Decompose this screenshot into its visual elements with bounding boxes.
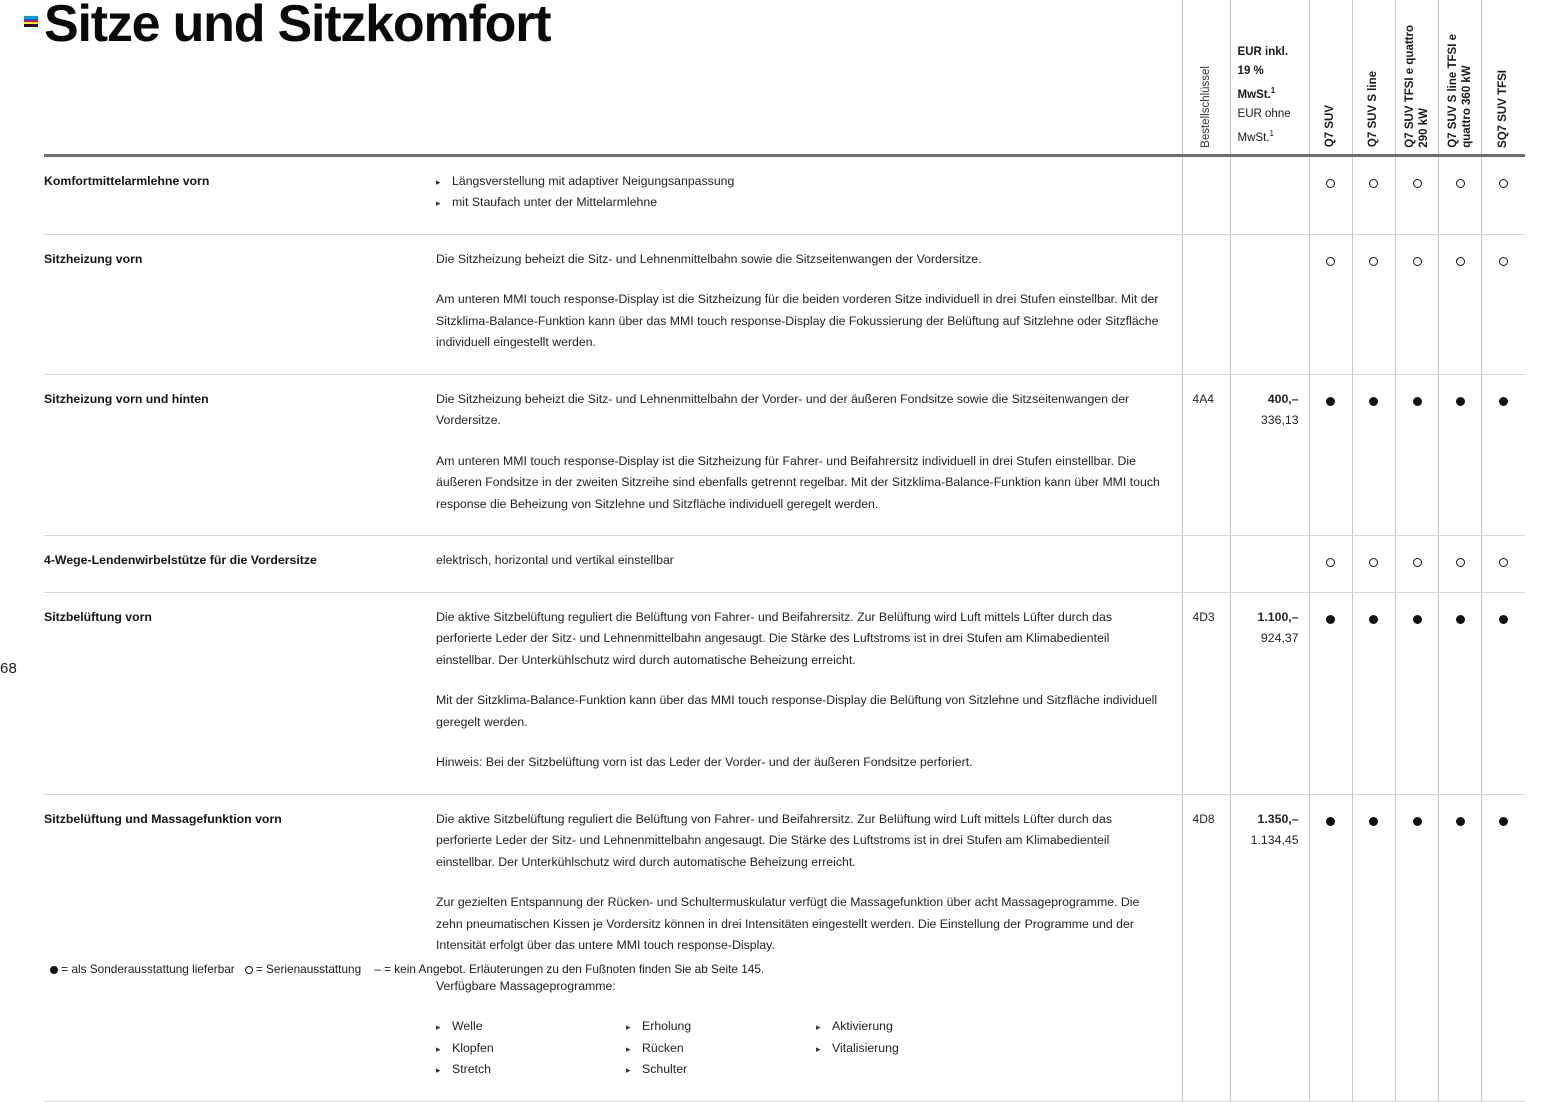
- header-model-label-line1: Q7 SUV S line TFSI e: [1446, 33, 1459, 148]
- legend-open-icon: [245, 966, 253, 974]
- header-model-label-line1: Q7 SUV TFSI e quattro: [1403, 24, 1416, 148]
- row-description: [436, 234, 1182, 374]
- availability-cell: [1439, 234, 1482, 374]
- table-row: [44, 592, 1525, 794]
- availability-cell: [1309, 155, 1352, 234]
- standard-equipment-icon: [1326, 257, 1335, 266]
- header-price-gross-footnote: 1: [1270, 85, 1276, 95]
- massage-programs-columns: [436, 1016, 1166, 1081]
- availability-cell: [1309, 374, 1352, 536]
- description-bullet: ▸ Längsverstellung mit adaptiver Neigungsanpassung: [436, 171, 1166, 193]
- header-price-gross-line2: 19 % MwSt.: [1237, 64, 1271, 101]
- header-model-q7-suv-s-line: [1352, 0, 1395, 155]
- header-order-key-label: Bestellschlüssel: [1199, 65, 1212, 148]
- availability-cell: [1352, 234, 1395, 374]
- row-name: Sitzbelüftung vorn: [44, 592, 436, 794]
- availability-cell: [1439, 536, 1482, 593]
- availability-cell: [1309, 794, 1352, 1101]
- description-paragraph: Die aktive Sitzbelüftung reguliert die Belüftung von Fahrer- und Beifahrersitz. Zur Belüftung wird Luft mittels Lüfter durch das perforierte Leder der Sitz- und Lehnenmittelbahn angesaugt. Die Stärke des Luftstroms ist in drei Stufen am Klimabedienteil einstellbar. Der Unterkühlschutz wird durch automatische Beheizung erreicht.: [436, 811, 1113, 869]
- row-description: [436, 794, 1182, 1101]
- row-price: [1230, 536, 1309, 593]
- row-name: Sitzbelüftung und Massagefunktion vorn: [44, 794, 436, 1101]
- legend-filled-icon: [50, 966, 58, 974]
- availability-cell: [1395, 794, 1438, 1101]
- standard-equipment-icon: [1456, 558, 1465, 567]
- standard-equipment-icon: [1456, 257, 1465, 266]
- header-model-label: Q7 SUV: [1324, 105, 1337, 148]
- header-order-key: [1182, 0, 1230, 155]
- header-model-sq7-suv-tfsi: [1482, 0, 1525, 155]
- standard-equipment-icon: [1413, 179, 1422, 188]
- header-model-q7-suv: [1309, 0, 1352, 155]
- table-header: [44, 0, 1525, 155]
- description-paragraph: Zur gezielten Entspannung der Rücken- und Schultermuskulatur verfügt die Massagefunktion über acht Massageprogramme. Die zehn pneumatischen Kissen je Vordersitz können in drei Intensitäten eingestellt werden. Die Einstellung der Programme und der Intensität erfolgt über das untere MMI touch response-Display.: [436, 895, 1140, 952]
- optional-equipment-icon: [1499, 817, 1508, 826]
- table-row: [44, 374, 1525, 536]
- massage-program-item: ▸ Welle: [436, 1016, 626, 1038]
- specification-sheet: [44, 0, 1525, 1102]
- row-price: [1230, 374, 1309, 536]
- header-blank-desc: [436, 0, 1182, 155]
- standard-equipment-icon: [1456, 179, 1465, 188]
- availability-cell: [1439, 155, 1482, 234]
- header-price-gross-line1: EUR inkl.: [1237, 45, 1289, 58]
- row-price-net: 1.134,45: [1250, 833, 1299, 847]
- description-bullet: ▸ mit Staufach unter der Mittelarmlehne: [436, 192, 1166, 214]
- availability-cell: [1439, 592, 1482, 794]
- header-model-label-line2: quattro 360 kW: [1460, 65, 1473, 148]
- availability-cell: [1482, 234, 1525, 374]
- description-paragraph: Die aktive Sitzbelüftung reguliert die Belüftung von Fahrer- und Beifahrersitz. Zur Belüftung wird Luft mittels Lüfter durch das perforierte Leder der Sitz- und Lehnenmittelbahn angesaugt. Die Stärke des Luftstroms ist in drei Stufen am Klimabedienteil einstellbar. Der Unterkühlschutz wird durch automatische Beheizung erreicht.: [436, 609, 1113, 667]
- standard-equipment-icon: [1326, 179, 1335, 188]
- optional-equipment-icon: [1326, 397, 1335, 406]
- page-number: 68: [0, 660, 18, 677]
- availability-cell: [1352, 536, 1395, 593]
- availability-cell: [1352, 155, 1395, 234]
- row-price-gross: 1.100,–: [1257, 609, 1299, 624]
- row-price-gross: 400,–: [1267, 391, 1299, 406]
- optional-equipment-icon: [1369, 615, 1378, 624]
- massage-program-item: ▸ Stretch: [436, 1059, 626, 1081]
- optional-equipment-icon: [1499, 615, 1508, 624]
- description-paragraph: Die Sitzheizung beheizt die Sitz- und Lehnenmittelbahn der Vorder- und der äußeren Fondsitze sowie die Sitzseitenwangen der Vordersitze.: [436, 391, 1130, 427]
- standard-equipment-icon: [1499, 257, 1508, 266]
- availability-cell: [1439, 374, 1482, 536]
- availability-cell: [1395, 234, 1438, 374]
- availability-cell: [1309, 536, 1352, 593]
- row-description: [436, 155, 1182, 234]
- massage-program-item: ▸ Vitalisierung: [816, 1038, 1006, 1060]
- availability-cell: [1482, 794, 1525, 1101]
- row-order-key: 4A4: [1182, 374, 1230, 536]
- description-paragraph: Am unteren MMI touch response-Display ist die Sitzheizung für Fahrer- und Beifahrersitz individuell in drei Stufen einstellbar. Die äußeren Fondsitze in der zweiten Sitzreihe sind ebenfalls getrennt regelbar. Mit der Sitzklima-Balance-Funktion kann über MMI touch response die Beheizung von Sitzlehne und Sitzfläche individuell geregelt werden.: [436, 453, 1160, 511]
- optional-equipment-icon: [1456, 397, 1465, 406]
- massage-program-item: ▸ Klopfen: [436, 1038, 626, 1060]
- row-price: [1230, 155, 1309, 234]
- availability-cell: [1395, 155, 1438, 234]
- row-order-key: 4D3: [1182, 592, 1230, 794]
- standard-equipment-icon: [1369, 558, 1378, 567]
- header-price-net-footnote: 1: [1269, 128, 1274, 138]
- optional-equipment-icon: [1369, 397, 1378, 406]
- availability-cell: [1395, 592, 1438, 794]
- description-paragraph: Am unteren MMI touch response-Display ist die Sitzheizung für die beiden vorderen Sitze individuell in drei Stufen einstellbar. Mit der Sitzklima-Balance-Funktion kann über das MMI touch response-Display die Fokussierung der Belüftung auf Sitzlehne oder Sitzfläche individuell eingestellt werden.: [436, 292, 1159, 349]
- optional-equipment-icon: [1413, 397, 1422, 406]
- description-paragraph: elektrisch, horizontal und vertikal einstellbar: [436, 553, 674, 567]
- row-name: Komfortmittelarmlehne vorn: [44, 155, 436, 234]
- row-price-gross: 1.350,–: [1257, 811, 1299, 826]
- optional-equipment-icon: [1413, 817, 1422, 826]
- availability-cell: [1482, 592, 1525, 794]
- massage-program-item: ▸ Erholung: [626, 1016, 816, 1038]
- optional-equipment-icon: [1369, 817, 1378, 826]
- row-description: [436, 536, 1182, 593]
- table-row: [44, 155, 1525, 234]
- massage-program-column: [626, 1016, 816, 1081]
- row-name: 4-Wege-Lendenwirbelstütze für die Vordersitze: [44, 536, 436, 593]
- page-title: Sitze und Sitzkomfort: [44, 0, 551, 53]
- legend: [50, 962, 764, 976]
- optional-equipment-icon: [1499, 397, 1508, 406]
- header-model-label-line2: 290 kW: [1417, 107, 1430, 148]
- standard-equipment-icon: [1499, 179, 1508, 188]
- description-paragraph: Die Sitzheizung beheizt die Sitz- und Lehnenmittelbahn sowie die Sitzseitenwangen der Vordersitze.: [436, 251, 982, 266]
- availability-cell: [1482, 536, 1525, 593]
- availability-cell: [1352, 592, 1395, 794]
- table-body: [44, 155, 1525, 1101]
- legend-open-text: = Serienausstattung: [255, 962, 362, 976]
- optional-equipment-icon: [1456, 615, 1465, 624]
- row-price: [1230, 794, 1309, 1101]
- row-price-net: 336,13: [1260, 413, 1299, 427]
- availability-cell: [1352, 374, 1395, 536]
- optional-equipment-icon: [1326, 615, 1335, 624]
- standard-equipment-icon: [1326, 558, 1335, 567]
- massage-program-item: ▸ Aktivierung: [816, 1016, 1006, 1038]
- description-bullet-list: [436, 171, 1166, 214]
- row-name: Sitzheizung vorn und hinten: [44, 374, 436, 536]
- table-row: [44, 234, 1525, 374]
- massage-program-item: ▸ Rücken: [626, 1038, 816, 1060]
- massage-program-column: [816, 1016, 1006, 1081]
- standard-equipment-icon: [1499, 558, 1508, 567]
- specification-table: [44, 0, 1525, 1102]
- table-row: [44, 794, 1525, 1101]
- availability-cell: [1309, 234, 1352, 374]
- standard-equipment-icon: [1369, 257, 1378, 266]
- row-description: [436, 592, 1182, 794]
- availability-cell: [1309, 592, 1352, 794]
- massage-program-item: ▸ Schulter: [626, 1059, 816, 1081]
- row-order-key: [1182, 155, 1230, 234]
- description-paragraph: Mit der Sitzklima-Balance-Funktion kann über das MMI touch response-Display die Belüftung von Sitzlehne und Sitzfläche individuell geregelt werden.: [436, 693, 1158, 729]
- header-blank-name: [44, 0, 436, 155]
- row-order-key: 4D8: [1182, 794, 1230, 1101]
- availability-cell: [1352, 794, 1395, 1101]
- header-price-net-line1: EUR ohne: [1237, 107, 1291, 120]
- row-price: [1230, 234, 1309, 374]
- legend-dash-text: – = kein Angebot. Erläuterungen zu den Fußnoten finden Sie ab Seite 145.: [374, 962, 765, 976]
- registration-mark: [24, 16, 38, 27]
- massage-program-column: [436, 1016, 626, 1081]
- header-model-label: SQ7 SUV TFSI: [1497, 69, 1510, 148]
- standard-equipment-icon: [1369, 179, 1378, 188]
- availability-cell: [1482, 155, 1525, 234]
- availability-cell: [1395, 536, 1438, 593]
- optional-equipment-icon: [1456, 817, 1465, 826]
- optional-equipment-icon: [1413, 615, 1422, 624]
- availability-cell: [1395, 374, 1438, 536]
- header-model-q7-suv-s-line-tfsi-e-quattro-360: [1439, 0, 1482, 155]
- header-price-net-line2: MwSt.: [1237, 131, 1270, 144]
- row-price-net: 924,37: [1260, 631, 1299, 645]
- availability-cell: [1439, 794, 1482, 1101]
- row-description: [436, 374, 1182, 536]
- header-model-q7-suv-tfsi-e-quattro-290: [1395, 0, 1438, 155]
- row-price: [1230, 592, 1309, 794]
- standard-equipment-icon: [1413, 558, 1422, 567]
- header-price: [1230, 0, 1309, 155]
- header-model-label: Q7 SUV S line: [1367, 71, 1380, 148]
- row-order-key: [1182, 234, 1230, 374]
- description-paragraph: Hinweis: Bei der Sitzbelüftung vorn ist das Leder der Vorder- und der äußeren Fondsitze perforiert.: [436, 755, 973, 769]
- row-name: Sitzheizung vorn: [44, 234, 436, 374]
- massage-programs-label: Verfügbare Massageprogramme:: [436, 978, 616, 993]
- row-order-key: [1182, 536, 1230, 593]
- availability-cell: [1482, 374, 1525, 536]
- legend-filled-text: = als Sonderausstattung lieferbar: [61, 962, 235, 976]
- table-row: [44, 536, 1525, 593]
- optional-equipment-icon: [1326, 817, 1335, 826]
- standard-equipment-icon: [1413, 257, 1422, 266]
